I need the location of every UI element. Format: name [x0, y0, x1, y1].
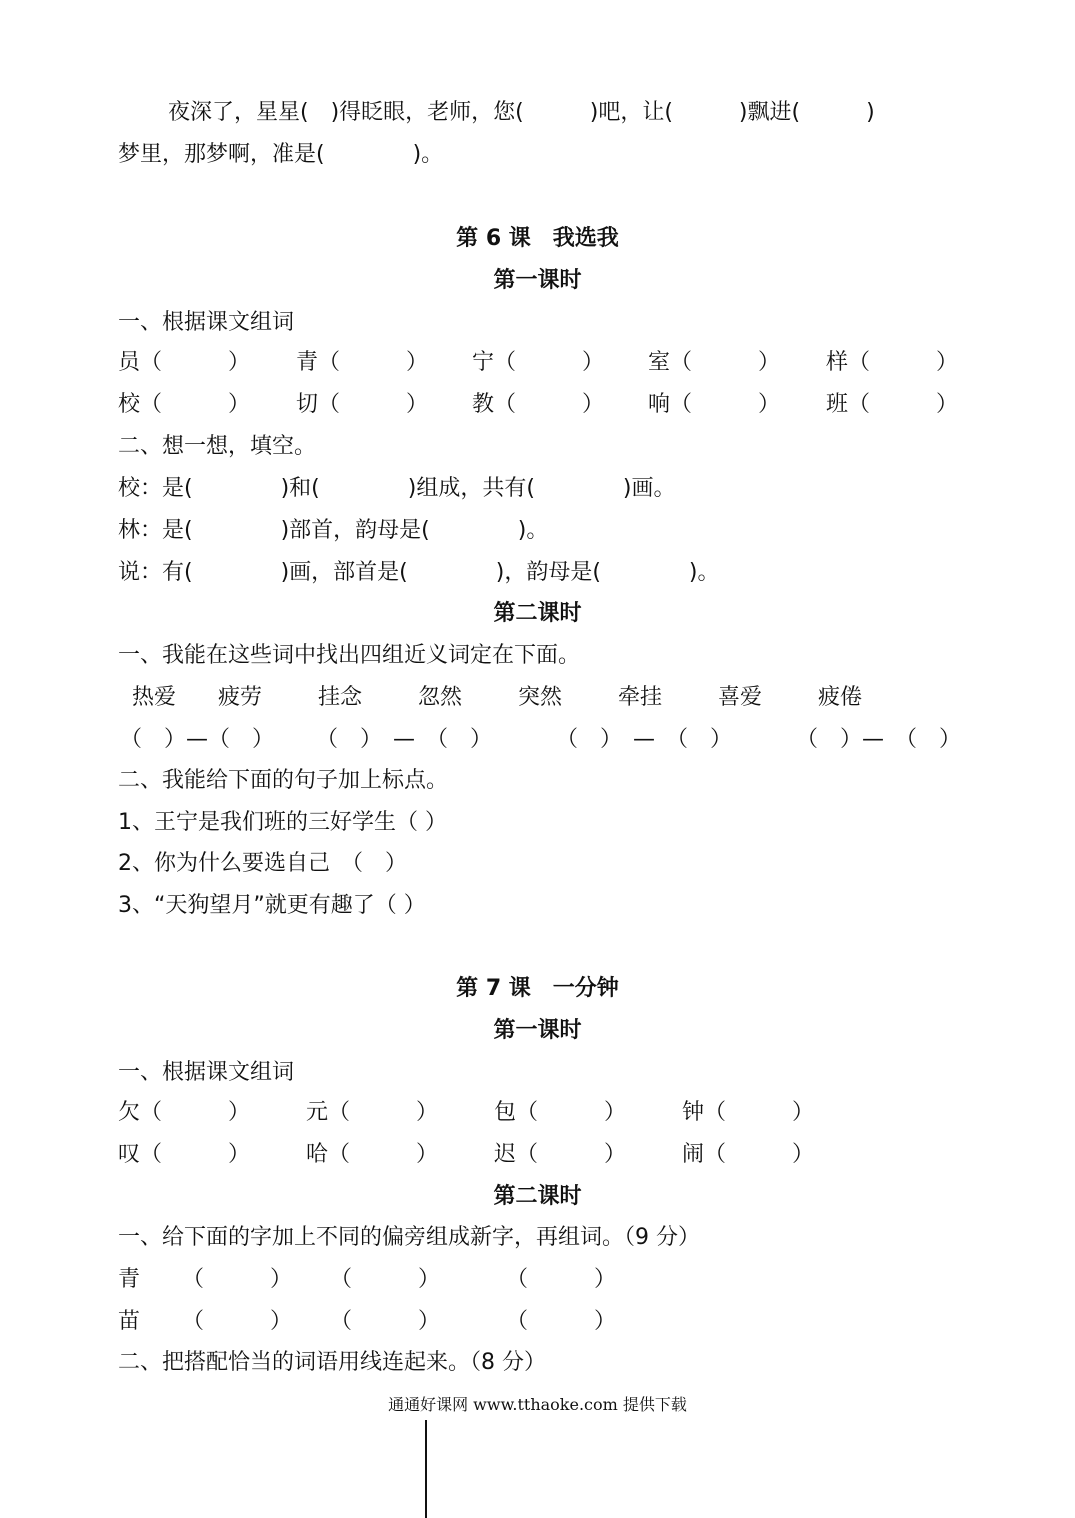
lesson6-p1-q2-title: 二、想一想，填空。	[118, 434, 317, 459]
lesson7-title: 第 7 课 一分钟	[456, 976, 619, 1001]
synonym-word: 喜爱	[718, 685, 763, 710]
radical-base-char: 青	[118, 1267, 141, 1292]
word-blank: 宁（ ）	[472, 350, 605, 375]
radical-blank: （ ）	[330, 1267, 441, 1292]
radical-blank: （ ）	[506, 1267, 617, 1292]
passage-line-2: 梦里，那梦啊，准是( )。	[118, 142, 444, 167]
fill-line-2: 林：是( )部首，韵母是( )。	[118, 518, 549, 543]
binding-line	[425, 1420, 427, 1518]
synonym-word: 疲劳	[218, 685, 263, 710]
synonym-word: 挂念	[318, 685, 363, 710]
word-blank: 包（ ）	[494, 1100, 627, 1125]
word-blank: 员（ ）	[118, 350, 251, 375]
word-blank: 教（ ）	[472, 392, 605, 417]
punctuation-sentence-3: 3、“天狗望月”就更有趣了（ ）	[118, 893, 426, 918]
punctuation-sentence-1: 1、王宁是我们班的三好学生（ ）	[118, 810, 447, 835]
word-blank: 哈（ ）	[306, 1142, 439, 1167]
lesson6-period2-title: 第二课时	[493, 601, 582, 626]
word-blank: 班（ ）	[826, 392, 959, 417]
word-blank: 迟（ ）	[494, 1142, 627, 1167]
word-blank: 校（ ）	[118, 392, 251, 417]
punctuation-sentence-2: 2、你为什么要选自己 （ ）	[118, 851, 407, 876]
radical-blank: （ ）	[506, 1309, 617, 1334]
radical-blank: （ ）	[182, 1267, 293, 1292]
word-blank: 叹（ ）	[118, 1142, 251, 1167]
synonym-word: 忽然	[418, 685, 463, 710]
synonym-word: 牵挂	[618, 685, 663, 710]
lesson7-period1-title: 第一课时	[493, 1018, 582, 1043]
word-blank: 元（ ）	[306, 1100, 439, 1125]
radical-base-char: 苗	[118, 1309, 141, 1334]
synonym-word: 疲倦	[818, 685, 863, 710]
synonym-pair: （ ） — （ ）	[556, 727, 733, 752]
lesson7-p2-q2-title: 二、把搭配恰当的词语用线连起来。（8 分）	[118, 1350, 546, 1375]
synonym-word: 突然	[518, 685, 563, 710]
fill-line-3: 说：有( )画，部首是( )，韵母是( )。	[118, 560, 720, 585]
word-blank: 切（ ）	[296, 392, 429, 417]
lesson6-title: 第 6 课 我选我	[456, 226, 619, 251]
word-blank: 室（ ）	[648, 350, 781, 375]
lesson7-p1-q1-title: 一、根据课文组词	[118, 1060, 295, 1085]
word-blank: 样（ ）	[826, 350, 959, 375]
synonym-pair: （ ）— （ ）	[796, 727, 962, 752]
word-blank: 响（ ）	[648, 392, 781, 417]
word-blank: 青（ ）	[296, 350, 429, 375]
passage-line-1: 夜深了，星星( )得眨眼，老师，您( )吧，让( )飘进( )	[168, 100, 875, 125]
lesson6-period1-title: 第一课时	[493, 268, 582, 293]
lesson6-p2-q1-title: 一、我能在这些词中找出四组近义词定在下面。	[118, 643, 581, 668]
synonym-pair: （ ）—（ ）	[120, 727, 275, 752]
radical-blank: （ ）	[182, 1309, 293, 1334]
synonym-word: 热爱	[132, 685, 177, 710]
radical-blank: （ ）	[330, 1309, 441, 1334]
word-blank: 欠（ ）	[118, 1100, 251, 1125]
page-footer: 通通好课网 www.tthaoke.com 提供下载	[388, 1395, 687, 1414]
word-blank: 闹（ ）	[682, 1142, 815, 1167]
fill-line-1: 校：是( )和( )组成，共有( )画。	[118, 476, 676, 501]
word-blank: 钟（ ）	[682, 1100, 815, 1125]
lesson6-p1-q1-title: 一、根据课文组词	[118, 310, 295, 335]
lesson6-p2-q2-title: 二、我能给下面的句子加上标点。	[118, 768, 449, 793]
lesson7-period2-title: 第二课时	[493, 1184, 582, 1209]
synonym-pair: （ ） — （ ）	[316, 727, 493, 752]
lesson7-p2-q1-title: 一、给下面的字加上不同的偏旁组成新字，再组词。（9 分）	[118, 1225, 700, 1250]
